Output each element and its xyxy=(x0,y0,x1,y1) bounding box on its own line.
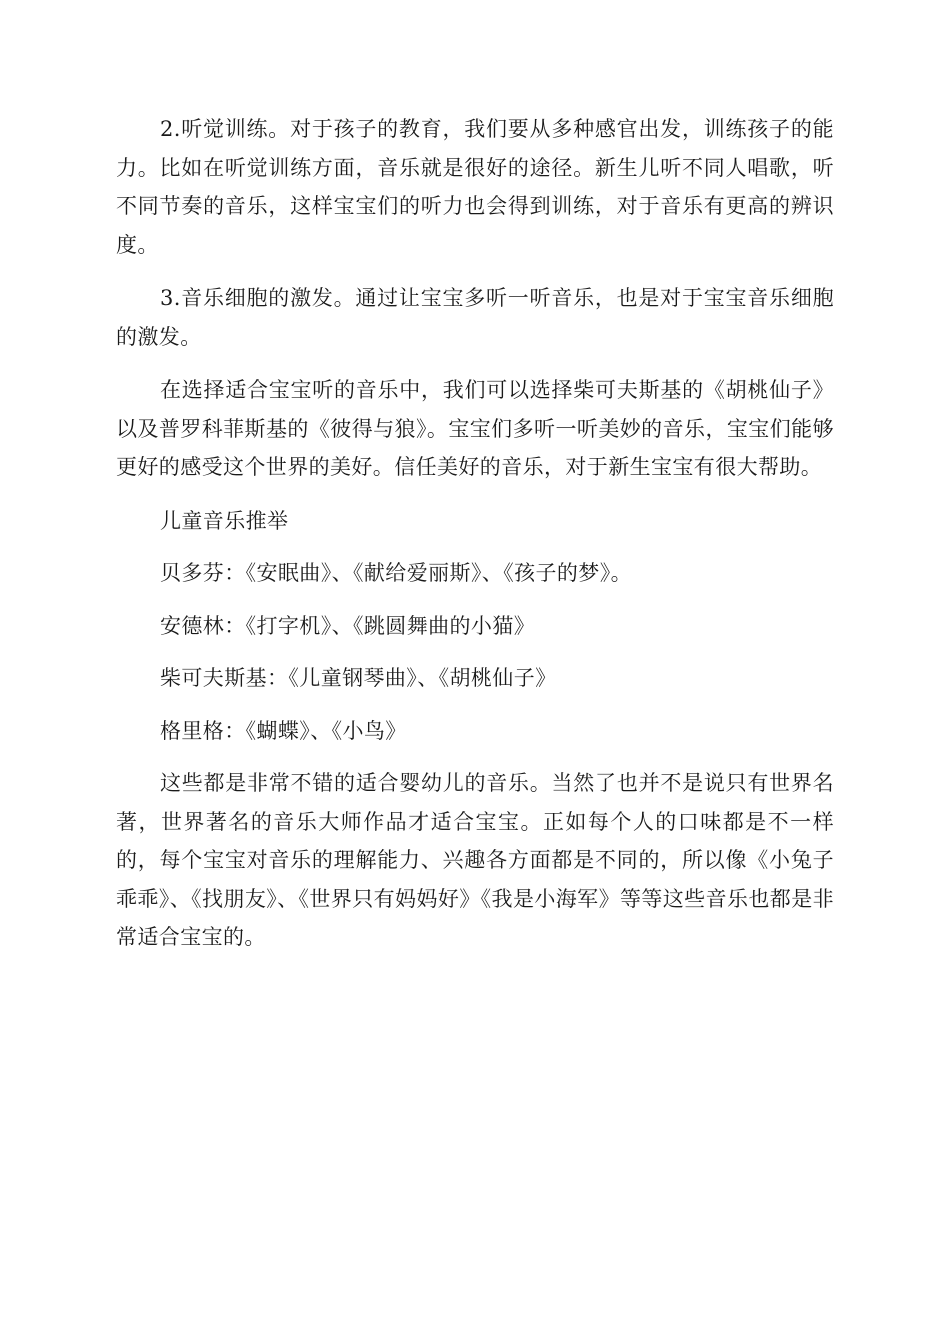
recommendation-grieg: 格里格：《蝴蝶》、《小鸟》 xyxy=(160,718,407,743)
paragraph-hearing-training: 2.听觉训练。对于孩子的教育，我们要从多种感官出发，训练孩子的能力。比如在听觉训练方面，音乐就是很好的途径。新生儿听不同人唱歌，听不同节奏的音乐，这样宝宝们的听力也会得到训练，对于音乐有更高的辨识度。 xyxy=(116,117,834,257)
section-heading: 儿童音乐推举 xyxy=(160,508,289,533)
recommendation-anderson: 安德林：《打字机》、《跳圆舞曲的小猫》 xyxy=(160,613,536,638)
paragraph-music-selection: 在选择适合宝宝听的音乐中，我们可以选择柴可夫斯基的《胡桃仙子》以及普罗科菲斯基的《彼得与狼》。宝宝们多听一听美妙的音乐，宝宝们能够更好的感受这个世界的美好。信任美好的音乐，对于新生宝宝有很大帮助。 xyxy=(116,378,834,479)
recommendation-beethoven: 贝多芬：《安眠曲》、《献给爱丽斯》、《孩子的梦》。 xyxy=(160,561,632,585)
paragraph-music-cells: 3.音乐细胞的激发。通过让宝宝多听一听音乐，也是对于宝宝音乐细胞的激发。 xyxy=(116,286,834,349)
paragraph-closing: 这些都是非常不错的适合婴幼儿的音乐。当然了也并不是说只有世界名著，世界著名的音乐大师作品才适合宝宝。正如每个人的口味都是不一样的，每个宝宝对音乐的理解能力、兴趣各方面都是不同的，所以像《小兔子乖乖》、《找朋友》、《世界只有妈妈好》《我是小海军》等等这些音乐也都是非常适合宝宝的。 xyxy=(116,771,834,949)
document-page xyxy=(116,110,834,957)
recommendation-tchaikovsky: 柴可夫斯基：《儿童钢琴曲》、《胡桃仙子》 xyxy=(160,666,557,690)
